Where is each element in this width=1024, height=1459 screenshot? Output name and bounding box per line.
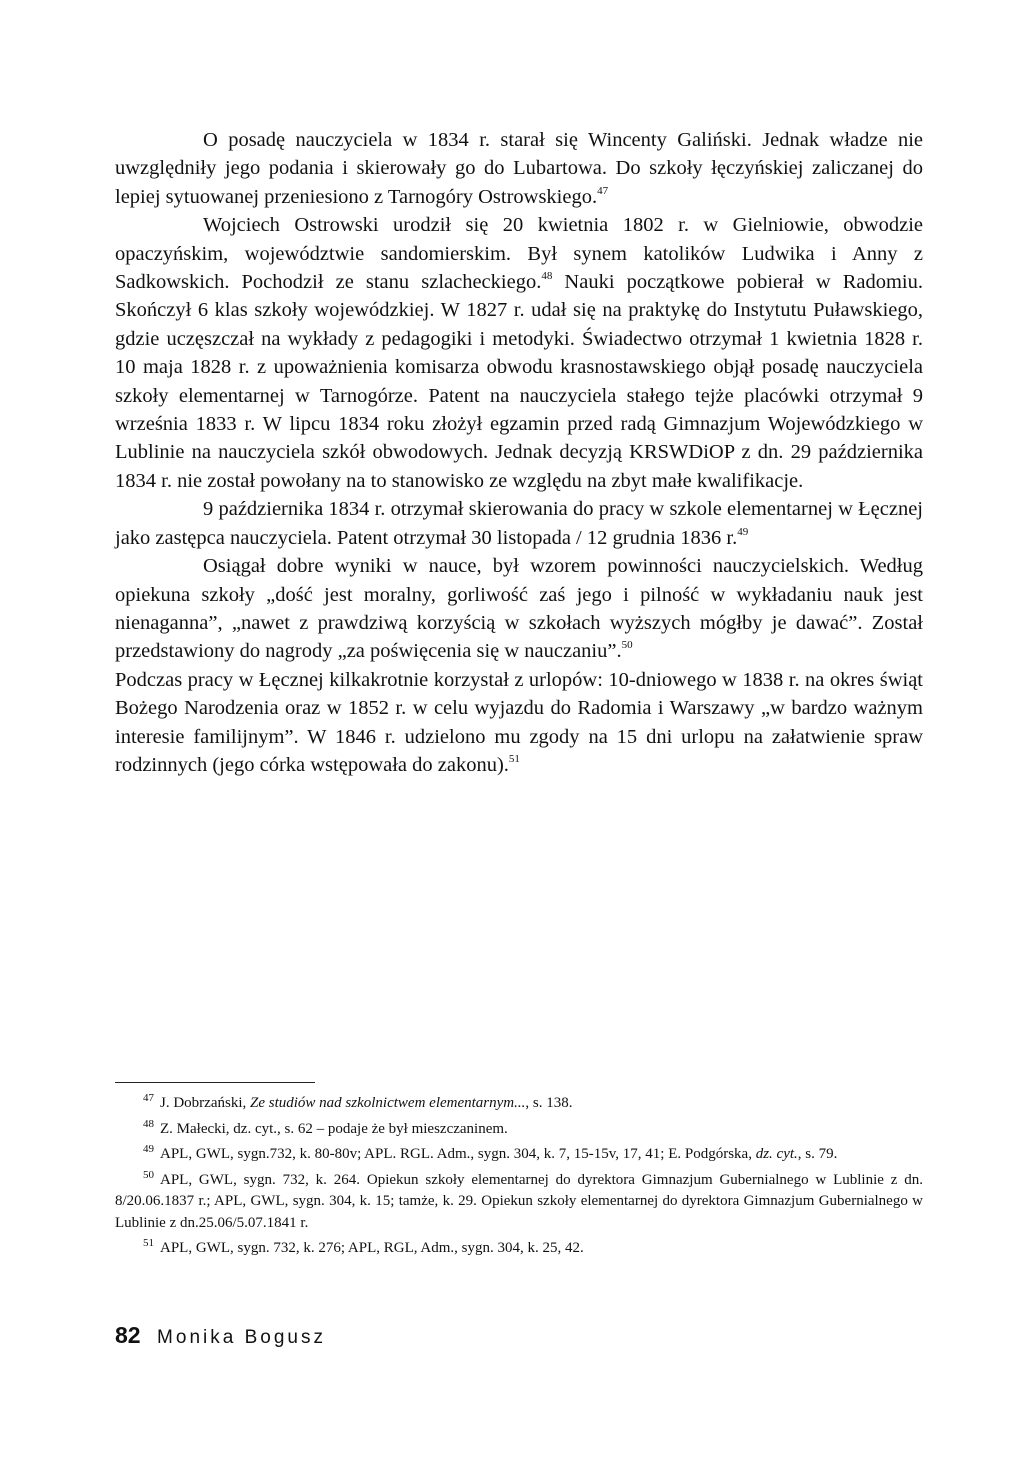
paragraph: [115, 126, 923, 211]
footnote-number: 47: [143, 1092, 154, 1104]
footnote-number: 50: [143, 1168, 154, 1181]
footnote-text: , s. 79.: [797, 1146, 838, 1162]
footnote-ref[interactable]: 50: [621, 639, 633, 652]
main-text: [115, 126, 923, 779]
footnote-text: APL, GWL, sygn.732, k. 80-80v; APL. RGL. Adm., sygn. 304, k. 7, 15-15v, 17, 41; E. Podgórska,: [160, 1146, 756, 1162]
footnote-number: 49: [143, 1143, 154, 1155]
page-footer: [115, 1322, 326, 1349]
footnote-number: 51: [143, 1237, 154, 1249]
footnote: [115, 1144, 923, 1166]
footnote-number: 48: [143, 1117, 154, 1130]
footnote-title: dz. cyt.: [755, 1146, 798, 1162]
paragraph: [115, 552, 923, 666]
paragraph-text: Osiągał dobre wyniki w nauce, był wzorem powinności nauczycielskich. Według opiekuna szkoły „dość jest moralny, gorliwość zaś jego i pilność w wykładaniu nauk jest nienaganna”, „nawet z prawdziwą korzyścią w szkołach wyższych mógłby je dawać”. Został przedstawiony do nagrody „za poświęcenia się w nauczaniu”.: [115, 555, 923, 663]
paragraph: [115, 211, 923, 495]
paragraph-text: Wojciech Ostrowski urodził się 20 kwietnia 1802 r. w Gielniowie, obwodzie opaczyńskim, województwie sandomierskim. Był synem katolików Ludwika i Anny z Sadkowskich. Pochodził ze stanu szlacheckiego.: [115, 214, 923, 294]
footnote-separator: [115, 1082, 315, 1083]
footnotes-section: [115, 1093, 923, 1264]
paragraph-text: O posadę nauczyciela w 1834 r. starał się Wincenty Galiński. Jednak władze nie uwzględniły jego podania i skierowały go do Lubartowa. Do szkoły łęczyńskiej zaliczanej do lepiej sytuowanej przeniesiono z Tarnogóry Ostrowskiego.: [115, 129, 923, 208]
footnote-text: APL, GWL, sygn. 732, k. 264. Opiekun szkoły elementarnej do dyrektora Gimnazjum Gubernialnego w Lublinie z dn. 8/20.06.1837 r.; APL, GWL, sygn. 304, k. 15; tamże, k. 29. Opiekun szkoły elementarnej do dyrektora Gimnazjum Gubernialnego w Lublinie z dn.25.06/5.07.1841 r.: [115, 1171, 923, 1231]
paragraph: [115, 495, 923, 552]
footnote: [115, 1170, 923, 1235]
footnote-text: Z. Małecki, dz. cyt., s. 62 – podaje że był mieszczaninem.: [160, 1120, 508, 1137]
footnote: [115, 1238, 923, 1260]
footnote-ref[interactable]: 48: [541, 270, 553, 283]
footnote-ref[interactable]: 51: [508, 753, 520, 766]
footnote: [115, 1119, 923, 1141]
footnote-text: APL, GWL, sygn. 732, k. 276; APL, RGL, Adm., sygn. 304, k. 25, 42.: [160, 1240, 584, 1256]
paragraph-text: Nauki początkowe pobierał w Radomiu. Skończył 6 klas szkoły wojewódzkiej. W 1827 r. udał się na praktykę do Instytutu Puławskiego, gdzie uczęszczał na wykłady z pedagogiki i metodyki. Świadectwo otrzymał 1 kwietnia 1828 r. 10 maja 1828 r. z upoważnienia komisarza obwodu krasnostawskiego objął posadę nauczyciela szkoły elementarnej w Tarnogórze. Patent na nauczyciela stałego tejże placówki otrzymał 9 września 1833 r. W lipcu 1834 roku złożył egzamin przed radą Gimnazjum Wojewódzkiego w Lublinie na nauczyciela szkół obwodowych. Jednak decyzją KRSWDiOP z dn. 29 października 1834 r. nie został powołany na to stanowisko ze względu na zbyt małe kwalifikacje.: [115, 271, 923, 492]
footnote-text: J. Dobrzański,: [160, 1095, 250, 1111]
page-number: 82: [115, 1322, 141, 1348]
footnote-title: Ze studiów nad szkolnictwem elementarnym...: [250, 1095, 526, 1111]
footnote-text: , s. 138.: [525, 1095, 573, 1111]
author-name: Monika Bogusz: [157, 1327, 326, 1348]
footnote: [115, 1093, 923, 1115]
paragraph-text: Podczas pracy w Łęcznej kilkakrotnie korzystał z urlopów: 10-dniowego w 1838 r. na okres świąt Bożego Narodzenia oraz w 1852 r. w celu wyjazdu do Radomia i Warszawy „w bardzo ważnym interesie familijnym”. W 1846 r. udzielono mu zgody na 15 dni urlopu na załatwienie spraw rodzinnych (jego córka wstępowała do zakonu).: [115, 668, 923, 776]
footnote-ref[interactable]: 49: [737, 525, 749, 538]
paragraph: [115, 666, 923, 780]
footnote-ref[interactable]: 47: [597, 184, 609, 197]
paragraph-text: 9 października 1834 r. otrzymał skierowania do pracy w szkole elementarnej w Łęcznej jako zastępca nauczyciela. Patent otrzymał 30 listopada / 12 grudnia 1836 r.: [115, 498, 923, 549]
